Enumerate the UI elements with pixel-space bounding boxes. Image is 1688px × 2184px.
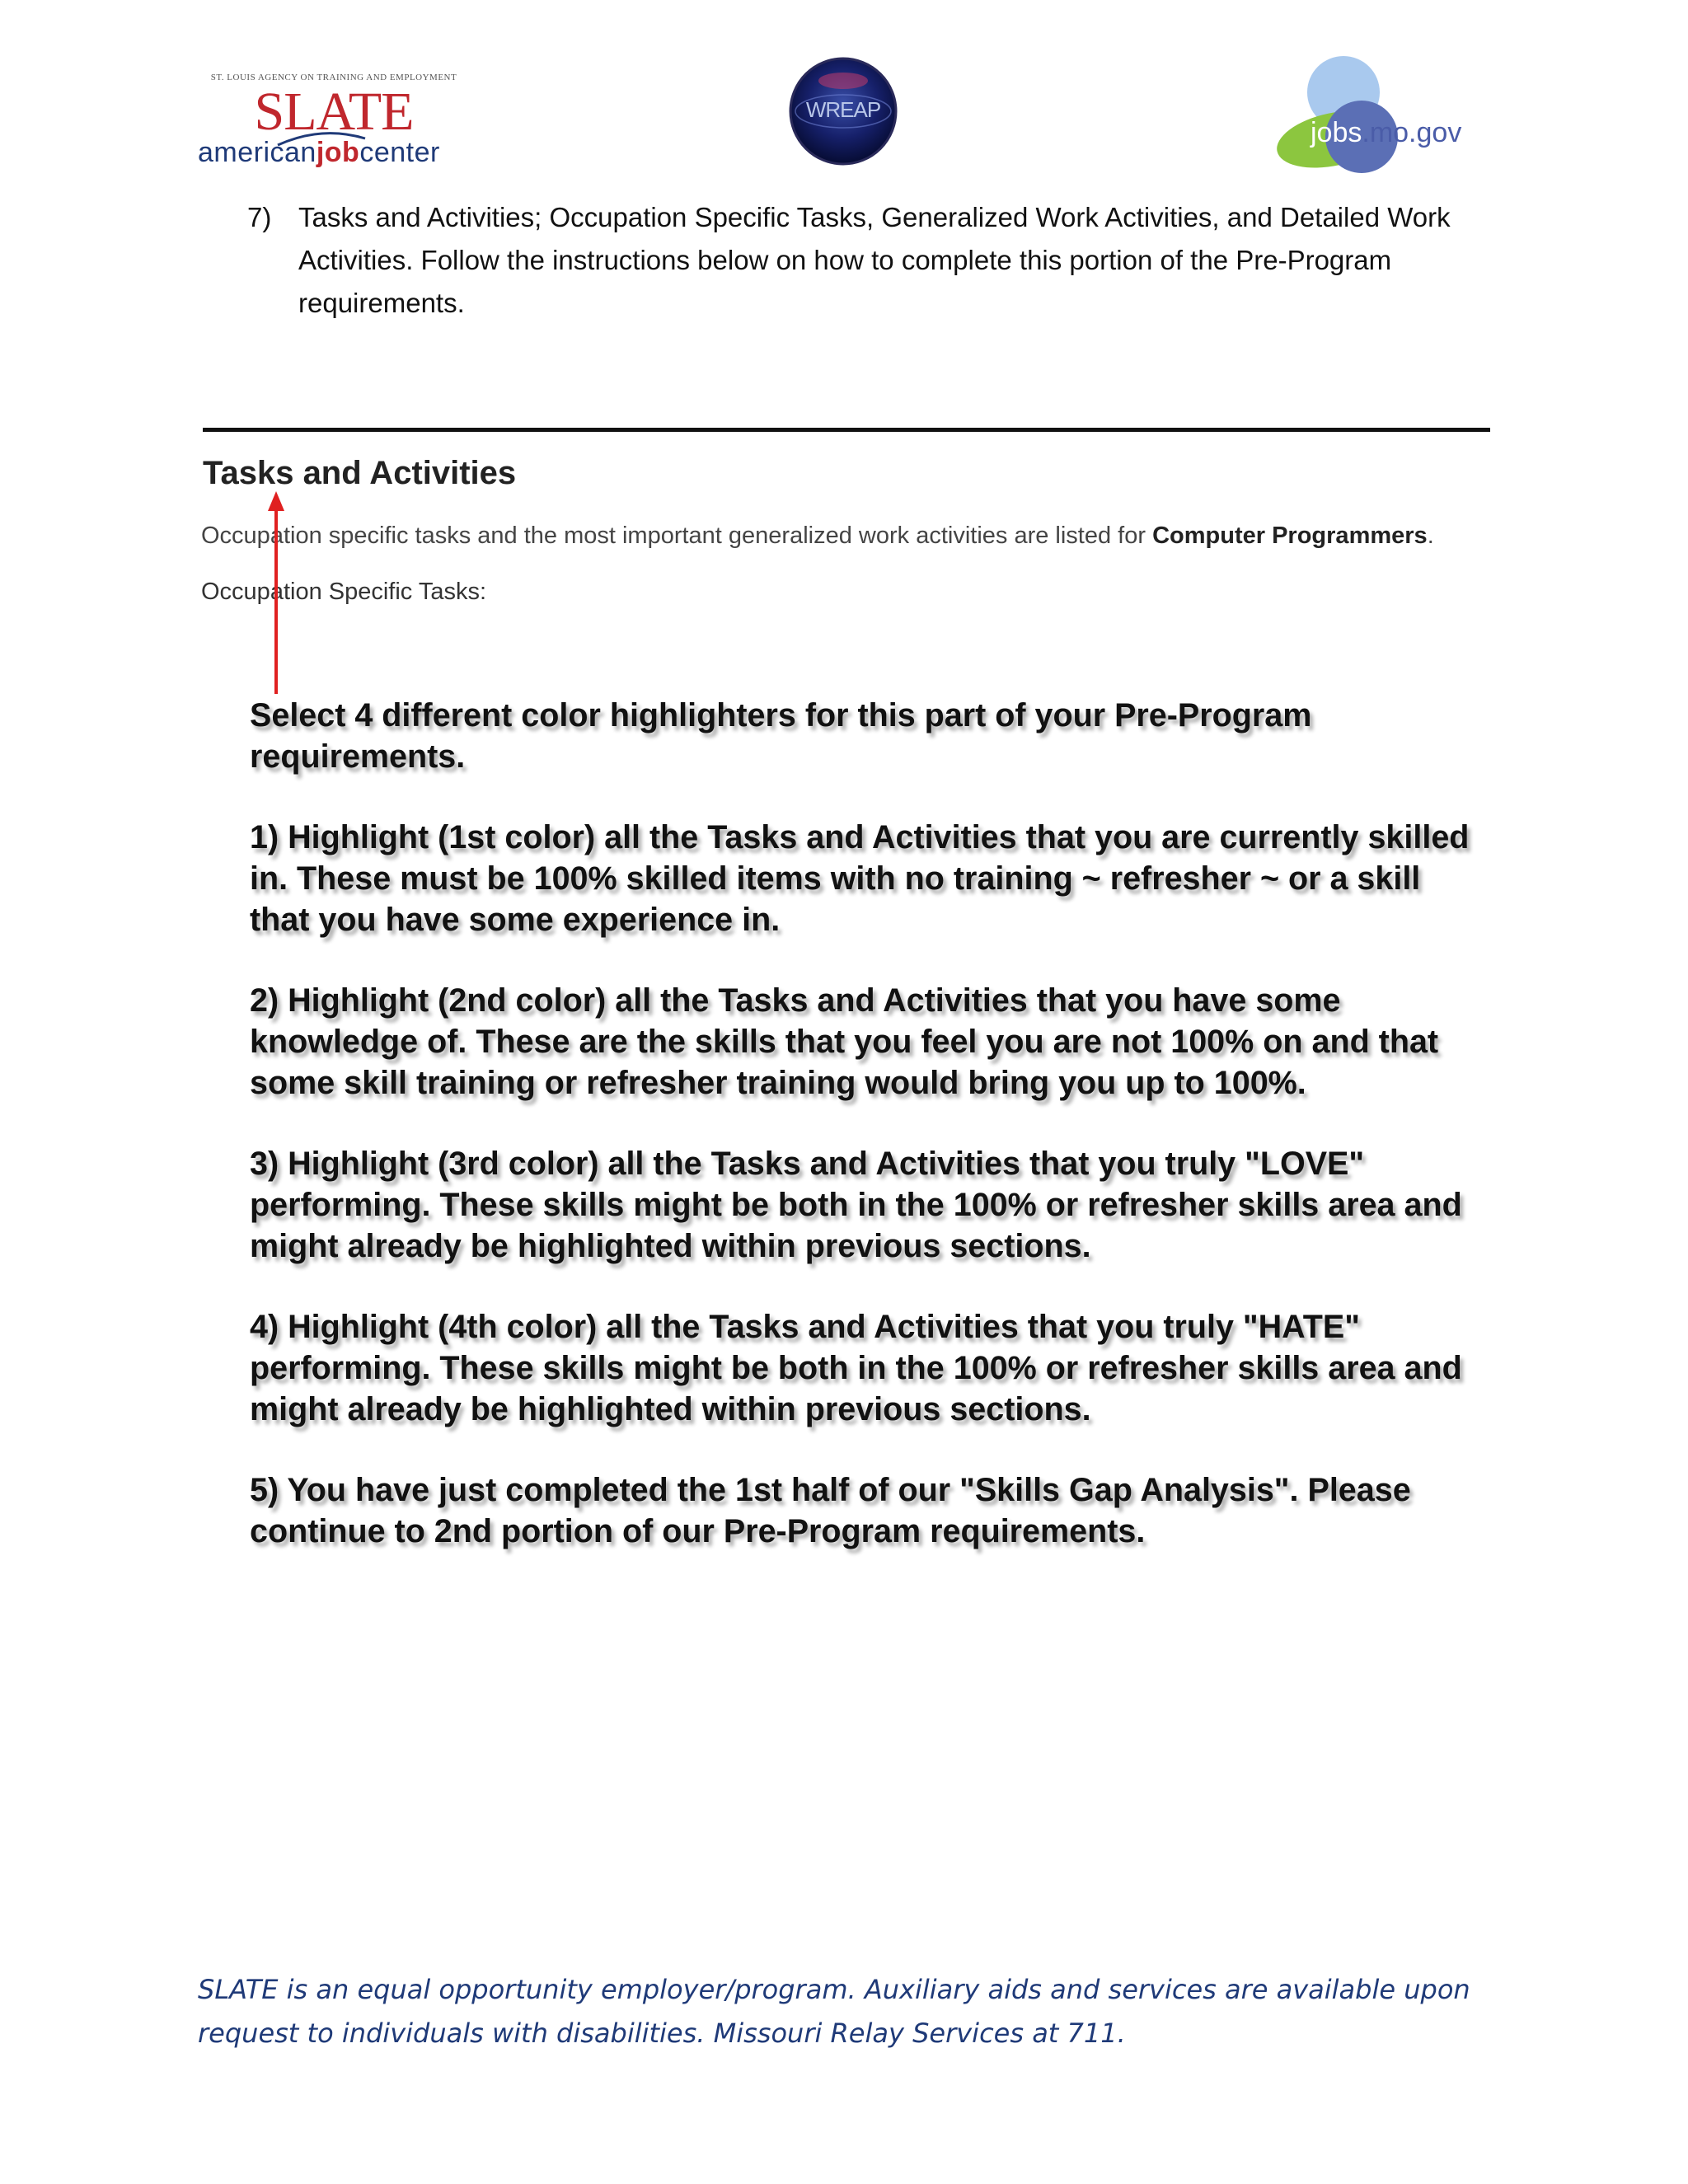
instructions-block: [250, 695, 1486, 1591]
slate-tagline: ST. LOUIS AGENCY ON TRAINING AND EMPLOYMENT: [210, 73, 457, 82]
description-suffix: .: [1427, 523, 1434, 549]
instruction-step-5: 5) You have just completed the 1st half of our "Skills Gap Analysis". Please continue to 2nd portion of our Pre-Program requirements.: [250, 1472, 1411, 1549]
wreap-globe-logo: [788, 56, 898, 166]
section-description: [201, 523, 1434, 550]
slate-wordmark: SLATE: [254, 82, 414, 142]
jobs-mo-gov-logo: [1261, 53, 1492, 176]
occupation-specific-tasks-label: [201, 579, 486, 606]
jobs-mo-gov-text: [1311, 117, 1461, 149]
ajc-suffix: center: [359, 137, 440, 168]
tasks-label-text: Occupation Specific Tasks: [201, 579, 480, 605]
description-occupation: Computer Programmers: [1152, 523, 1428, 549]
american-job-center-wordmark: [198, 137, 440, 169]
mo-gov-word: .mo.gov: [1362, 117, 1462, 148]
jobs-logo-shape-icon: [1261, 53, 1492, 176]
ajc-prefix: american: [198, 137, 316, 168]
section-heading: Tasks and Activities: [203, 455, 517, 491]
footer-disclaimer: SLATE is an equal opportunity employer/program. Auxiliary aids and services are available upon request to individuals with disabilities. Missouri Relay Services at 711.: [198, 1974, 1470, 2049]
instructions-intro: Select 4 different color highlighters for this part of your Pre-Program requirements.: [250, 697, 1312, 775]
description-prefix: Occupation specific tasks and the most important generalized work activities are listed for: [201, 523, 1153, 549]
instruction-step-2: 2) Highlight (2nd color) all the Tasks and Activities that you have some knowledge of. These are the skills that you feel you are not 100% on and that some skill training or refresher training would bring you up to 100%.: [250, 982, 1439, 1101]
tasks-label-colon: :: [479, 579, 487, 605]
slate-logo: [198, 73, 470, 180]
wreap-text: WREAP: [805, 97, 881, 122]
red-arrow-icon: [265, 491, 287, 694]
ajc-job: job: [316, 137, 360, 168]
section-divider: [203, 428, 1490, 432]
item-text: Tasks and Activities; Occupation Specific Tasks, Generalized Work Activities, and Detailed Work Activities. Follow the instructions below on how to complete this portion of the Pre-Program requirements.: [298, 202, 1451, 318]
jobs-word: jobs: [1311, 117, 1362, 148]
item-number: 7): [247, 202, 272, 232]
instruction-step-4: 4) Highlight (4th color) all the Tasks and Activities that you truly "HATE" performing. These skills might be both in the 100% or refresher skills area and might already be highlighted within previous sections.: [250, 1309, 1462, 1427]
instruction-step-3: 3) Highlight (3rd color) all the Tasks and Activities that you truly "LOVE" performing. These skills might be both in the 100% or refresher skills area and might already be highlighted within previous sections.: [250, 1146, 1462, 1264]
instruction-step-1: 1) Highlight (1st color) all the Tasks and Activities that you are currently skilled in. These must be 100% skilled items with no training ~ refresher ~ or a skill that you have some experience in.: [250, 819, 1470, 938]
